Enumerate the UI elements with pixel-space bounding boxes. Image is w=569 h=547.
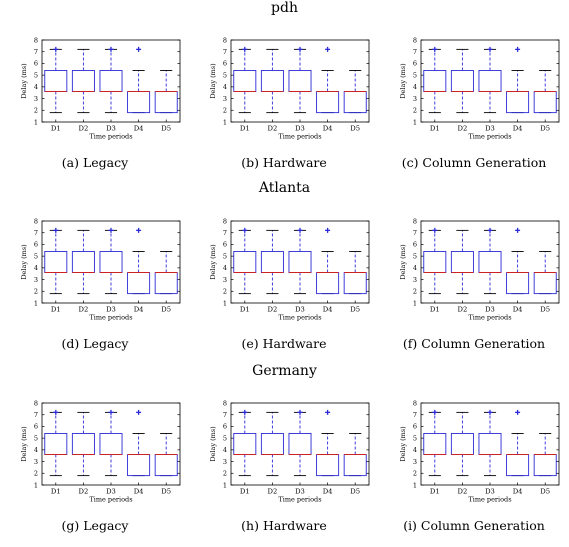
plot-frame (421, 221, 559, 303)
group-title-atlanta: Atlanta (258, 180, 311, 196)
chart-panel-d (0, 215, 190, 365)
box-plot (0, 215, 190, 322)
y-tick-label: 2 (412, 287, 417, 296)
y-tick-label: 4 (33, 83, 38, 92)
x-tick-label: D5 (350, 487, 361, 496)
x-tick-label: D5 (350, 124, 361, 133)
box (261, 70, 283, 91)
box (289, 251, 311, 272)
box-plot (189, 34, 379, 141)
box (234, 433, 256, 454)
y-tick-label: 8 (222, 217, 227, 226)
x-tick-label: D4 (133, 305, 144, 314)
y-tick-label: 6 (222, 59, 227, 68)
plot-frame (231, 40, 369, 122)
x-tick-label: D2 (78, 124, 89, 133)
box-plot (189, 215, 379, 322)
x-tick-label: D4 (322, 305, 333, 314)
x-tick-label: D5 (540, 305, 551, 314)
chart-panel-b (189, 34, 379, 184)
x-tick-label: D5 (161, 487, 172, 496)
box (317, 92, 339, 113)
y-axis-label: Delay (ms) (20, 63, 28, 99)
box (289, 70, 311, 91)
chart-panel-f (379, 215, 569, 365)
y-tick-label: 2 (33, 287, 38, 296)
y-tick-label: 2 (33, 106, 38, 115)
y-tick-label: 8 (412, 217, 417, 226)
y-tick-label: 8 (33, 36, 38, 45)
box (424, 70, 446, 91)
x-axis-label: Time periods (468, 495, 512, 504)
y-axis-label: Delay (ms) (20, 244, 28, 280)
x-tick-label: D1 (239, 487, 250, 496)
y-tick-label: 2 (222, 106, 227, 115)
y-tick-label: 7 (33, 48, 38, 57)
y-tick-label: 6 (412, 422, 417, 431)
y-tick-label: 8 (222, 399, 227, 408)
x-tick-label: D2 (267, 487, 278, 496)
box (100, 70, 122, 91)
chart-panel-e (189, 215, 379, 365)
x-tick-label: D3 (485, 305, 495, 314)
y-tick-label: 3 (412, 457, 417, 466)
y-tick-label: 6 (33, 59, 38, 68)
y-tick-label: 6 (33, 240, 38, 249)
x-tick-label: D5 (161, 305, 172, 314)
box (479, 251, 501, 272)
x-axis-label: Time periods (89, 132, 133, 141)
x-axis-label: Time periods (89, 495, 133, 504)
y-tick-label: 8 (33, 217, 38, 226)
panel-caption: (c) Column Generation (401, 155, 547, 170)
box-plot (0, 397, 190, 504)
y-tick-label: 2 (412, 106, 417, 115)
x-tick-label: D2 (457, 305, 468, 314)
chart-panel-a (0, 34, 190, 184)
chart-panel-g (0, 397, 190, 547)
y-tick-label: 5 (33, 71, 38, 80)
panel-caption: (h) Hardware (241, 518, 327, 533)
panel-caption: (i) Column Generation (403, 518, 545, 533)
y-axis-label: Delay (ms) (399, 244, 407, 280)
box (128, 92, 150, 113)
x-tick-label: D3 (485, 487, 495, 496)
box (317, 455, 339, 476)
x-axis-label: Time periods (89, 313, 133, 322)
box (344, 92, 366, 113)
x-tick-label: D2 (267, 124, 278, 133)
box (261, 251, 283, 272)
y-tick-label: 3 (222, 94, 227, 103)
y-tick-label: 1 (33, 299, 38, 308)
x-tick-label: D1 (50, 305, 61, 314)
x-axis-label: Time periods (278, 495, 322, 504)
y-tick-label: 6 (222, 422, 227, 431)
y-axis-label: Delay (ms) (209, 426, 217, 462)
y-tick-label: 2 (222, 469, 227, 478)
box (344, 455, 366, 476)
x-tick-label: D3 (106, 124, 116, 133)
y-axis-label: Delay (ms) (209, 244, 217, 280)
box (424, 433, 446, 454)
box-plot (379, 34, 569, 141)
y-tick-label: 7 (33, 411, 38, 420)
plot-frame (42, 221, 180, 303)
x-axis-label: Time periods (278, 313, 322, 322)
box (534, 455, 556, 476)
box (507, 455, 529, 476)
x-tick-label: D5 (540, 487, 551, 496)
box (100, 433, 122, 454)
y-tick-label: 7 (412, 229, 417, 238)
y-tick-label: 4 (33, 446, 38, 455)
box (72, 70, 94, 91)
x-tick-label: D3 (295, 305, 305, 314)
x-tick-label: D4 (512, 487, 523, 496)
x-tick-label: D1 (50, 487, 61, 496)
y-tick-label: 5 (33, 252, 38, 261)
y-tick-label: 7 (412, 48, 417, 57)
plot-frame (421, 403, 559, 485)
box (479, 433, 501, 454)
x-tick-label: D3 (106, 305, 116, 314)
box (317, 273, 339, 294)
y-tick-label: 6 (412, 240, 417, 249)
box (534, 273, 556, 294)
box-plot (0, 34, 190, 141)
y-tick-label: 5 (33, 434, 38, 443)
chart-panel-c (379, 34, 569, 184)
y-tick-label: 4 (222, 83, 227, 92)
x-axis-label: Time periods (468, 132, 512, 141)
box (451, 251, 473, 272)
box (451, 70, 473, 91)
chart-panel-h (189, 397, 379, 547)
x-tick-label: D5 (350, 305, 361, 314)
x-tick-label: D2 (78, 305, 89, 314)
box-plot (189, 397, 379, 504)
y-tick-label: 1 (412, 481, 417, 490)
box (234, 70, 256, 91)
box (507, 92, 529, 113)
box (534, 92, 556, 113)
box (155, 273, 177, 294)
y-tick-label: 4 (222, 264, 227, 273)
y-tick-label: 1 (412, 118, 417, 127)
box (155, 92, 177, 113)
y-axis-label: Delay (ms) (399, 426, 407, 462)
y-tick-label: 6 (412, 59, 417, 68)
y-tick-label: 6 (33, 422, 38, 431)
y-axis-label: Delay (ms) (209, 63, 217, 99)
y-tick-label: 5 (412, 71, 417, 80)
x-tick-label: D1 (429, 487, 440, 496)
y-tick-label: 5 (222, 434, 227, 443)
panel-caption: (e) Hardware (241, 336, 327, 351)
x-tick-label: D1 (429, 305, 440, 314)
y-tick-label: 3 (222, 457, 227, 466)
x-tick-label: D4 (133, 487, 144, 496)
box (155, 455, 177, 476)
box (45, 433, 67, 454)
box (100, 251, 122, 272)
y-tick-label: 5 (412, 252, 417, 261)
y-tick-label: 3 (412, 94, 417, 103)
y-tick-label: 1 (33, 481, 38, 490)
x-tick-label: D4 (322, 124, 333, 133)
box (289, 433, 311, 454)
y-tick-label: 1 (412, 299, 417, 308)
y-tick-label: 2 (222, 287, 227, 296)
plot-frame (42, 40, 180, 122)
y-axis-label: Delay (ms) (20, 426, 28, 462)
y-tick-label: 5 (222, 71, 227, 80)
y-axis-label: Delay (ms) (399, 63, 407, 99)
x-tick-label: D2 (457, 487, 468, 496)
y-tick-label: 6 (222, 240, 227, 249)
y-tick-label: 7 (222, 48, 227, 57)
x-tick-label: D1 (239, 124, 250, 133)
y-tick-label: 5 (412, 434, 417, 443)
y-tick-label: 3 (222, 275, 227, 284)
y-tick-label: 7 (222, 229, 227, 238)
plot-frame (231, 221, 369, 303)
y-tick-label: 8 (33, 399, 38, 408)
box (424, 251, 446, 272)
box (451, 433, 473, 454)
y-tick-label: 7 (222, 411, 227, 420)
plot-frame (421, 40, 559, 122)
y-tick-label: 4 (412, 446, 417, 455)
group-title-pdh: pdh (271, 0, 298, 16)
box (261, 433, 283, 454)
y-tick-label: 1 (222, 118, 227, 127)
y-tick-label: 4 (33, 264, 38, 273)
box (45, 251, 67, 272)
x-tick-label: D2 (78, 487, 89, 496)
y-tick-label: 7 (412, 411, 417, 420)
y-tick-label: 8 (412, 399, 417, 408)
x-tick-label: D5 (161, 124, 172, 133)
x-tick-label: D5 (540, 124, 551, 133)
x-axis-label: Time periods (278, 132, 322, 141)
x-tick-label: D2 (267, 305, 278, 314)
chart-panel-i (379, 397, 569, 547)
box (128, 455, 150, 476)
y-tick-label: 8 (222, 36, 227, 45)
y-tick-label: 3 (33, 94, 38, 103)
y-tick-label: 7 (33, 229, 38, 238)
y-tick-label: 4 (412, 83, 417, 92)
panel-caption: (f) Column Generation (402, 336, 546, 351)
plot-frame (231, 403, 369, 485)
x-tick-label: D4 (133, 124, 144, 133)
box (72, 251, 94, 272)
y-tick-label: 5 (222, 252, 227, 261)
x-tick-label: D4 (512, 305, 523, 314)
plot-frame (42, 403, 180, 485)
y-tick-label: 3 (33, 275, 38, 284)
panel-caption: (d) Legacy (61, 336, 129, 351)
y-tick-label: 4 (412, 264, 417, 273)
y-tick-label: 3 (412, 275, 417, 284)
panel-caption: (g) Legacy (61, 518, 129, 533)
x-tick-label: D3 (106, 487, 116, 496)
x-tick-label: D1 (429, 124, 440, 133)
box (507, 273, 529, 294)
y-tick-label: 2 (412, 469, 417, 478)
y-tick-label: 1 (222, 481, 227, 490)
box-plot (379, 215, 569, 322)
x-tick-label: D4 (322, 487, 333, 496)
box (72, 433, 94, 454)
box (479, 70, 501, 91)
box (128, 273, 150, 294)
y-tick-label: 3 (33, 457, 38, 466)
y-tick-label: 8 (412, 36, 417, 45)
x-tick-label: D1 (239, 305, 250, 314)
box (45, 70, 67, 91)
box (234, 251, 256, 272)
y-tick-label: 1 (222, 299, 227, 308)
panel-caption: (b) Hardware (241, 155, 327, 170)
y-tick-label: 1 (33, 118, 38, 127)
box-plot (379, 397, 569, 504)
x-tick-label: D1 (50, 124, 61, 133)
y-tick-label: 2 (33, 469, 38, 478)
x-axis-label: Time periods (468, 313, 512, 322)
box (344, 273, 366, 294)
panel-caption: (a) Legacy (61, 155, 129, 170)
x-tick-label: D2 (457, 124, 468, 133)
x-tick-label: D3 (295, 124, 305, 133)
x-tick-label: D3 (295, 487, 305, 496)
group-title-germany: Germany (252, 363, 317, 379)
x-tick-label: D4 (512, 124, 523, 133)
y-tick-label: 4 (222, 446, 227, 455)
x-tick-label: D3 (485, 124, 495, 133)
